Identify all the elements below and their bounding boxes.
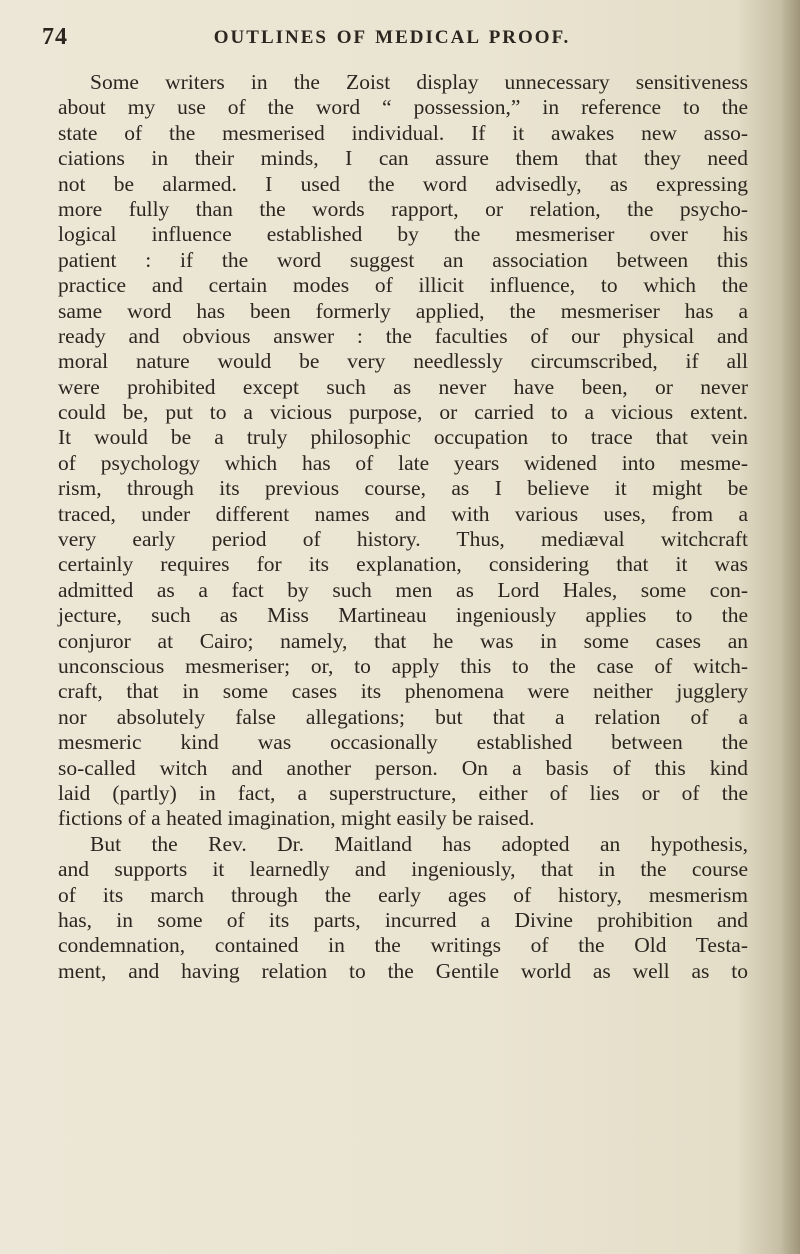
- text-line: jecture, such as Miss Martineau ingeniously applies to the: [58, 603, 748, 628]
- text-line: fictions of a heated imagination, might easily be raised.: [58, 806, 535, 831]
- text-line: and supports it learnedly and ingeniously, that in the course: [58, 857, 748, 882]
- body-text: [58, 70, 748, 984]
- text-line: practice and certain modes of illicit influence, to which the: [58, 273, 748, 298]
- text-line: moral nature would be very needlessly circumscribed, if all: [58, 349, 748, 374]
- text-line: of psychology which has of late years widened into mesme-: [58, 450, 748, 475]
- text-line: condemnation, contained in the writings of the Old Testa-: [58, 933, 748, 958]
- text-line: But the Rev. Dr. Maitland has adopted an hypothesis,: [90, 831, 748, 856]
- text-line: not be alarmed. I used the word advisedly, as expressing: [58, 171, 748, 196]
- text-line: state of the mesmerised individual. If it awakes new asso-: [58, 120, 748, 145]
- text-line: craft, that in some cases its phenomena were neither jugglery: [58, 679, 748, 704]
- text-line: certainly requires for its explanation, considering that it was: [58, 552, 748, 577]
- text-line: could be, put to a vicious purpose, or carried to a vicious extent.: [58, 400, 748, 425]
- text-line: more fully than the words rapport, or relation, the psycho-: [58, 196, 748, 221]
- text-line: so-called witch and another person. On a basis of this kind: [58, 755, 748, 780]
- text-line: of its march through the early ages of history, mesmerism: [58, 882, 748, 907]
- text-line: nor absolutely false allegations; but that a relation of a: [58, 704, 748, 729]
- text-line: about my use of the word “ possession,” in reference to the: [58, 95, 748, 120]
- text-line: conjuror at Cairo; namely, that he was in some cases an: [58, 628, 748, 653]
- text-line: ready and obvious answer : the faculties of our physical and: [58, 323, 748, 348]
- text-line: admitted as a fact by such men as Lord Hales, some con-: [58, 577, 748, 602]
- text-line: traced, under different names and with various uses, from a: [58, 501, 748, 526]
- page-number: 74: [42, 24, 68, 50]
- text-line: ciations in their minds, I can assure them that they need: [58, 146, 748, 171]
- text-line: rism, through its previous course, as I believe it might be: [58, 476, 748, 501]
- text-line: patient : if the word suggest an association between this: [58, 247, 748, 272]
- text-line: very early period of history. Thus, mediæval witchcraft: [58, 527, 748, 552]
- text-line: unconscious mesmeriser; or, to apply this to the case of witch-: [58, 653, 748, 678]
- text-line: laid (partly) in fact, a superstructure, either of lies or of the: [58, 780, 748, 805]
- text-line: has, in some of its parts, incurred a Divine prohibition and: [58, 907, 748, 932]
- text-line: same word has been formerly applied, the mesmeriser has a: [58, 298, 748, 323]
- running-head: OUTLINES OF MEDICAL PROOF.: [213, 27, 571, 48]
- text-line: ment, and having relation to the Gentile world as well as to: [58, 958, 748, 983]
- text-line: It would be a truly philosophic occupation to trace that vein: [58, 425, 748, 450]
- text-line: logical influence established by the mesmeriser over his: [58, 222, 748, 247]
- page-edge-shadow: [780, 0, 800, 1254]
- text-line: Some writers in the Zoist display unnecessary sensitiveness: [90, 70, 748, 94]
- text-line: were prohibited except such as never have been, or never: [58, 374, 748, 399]
- text-line: mesmeric kind was occasionally established between the: [58, 730, 748, 755]
- page-header: [42, 24, 742, 54]
